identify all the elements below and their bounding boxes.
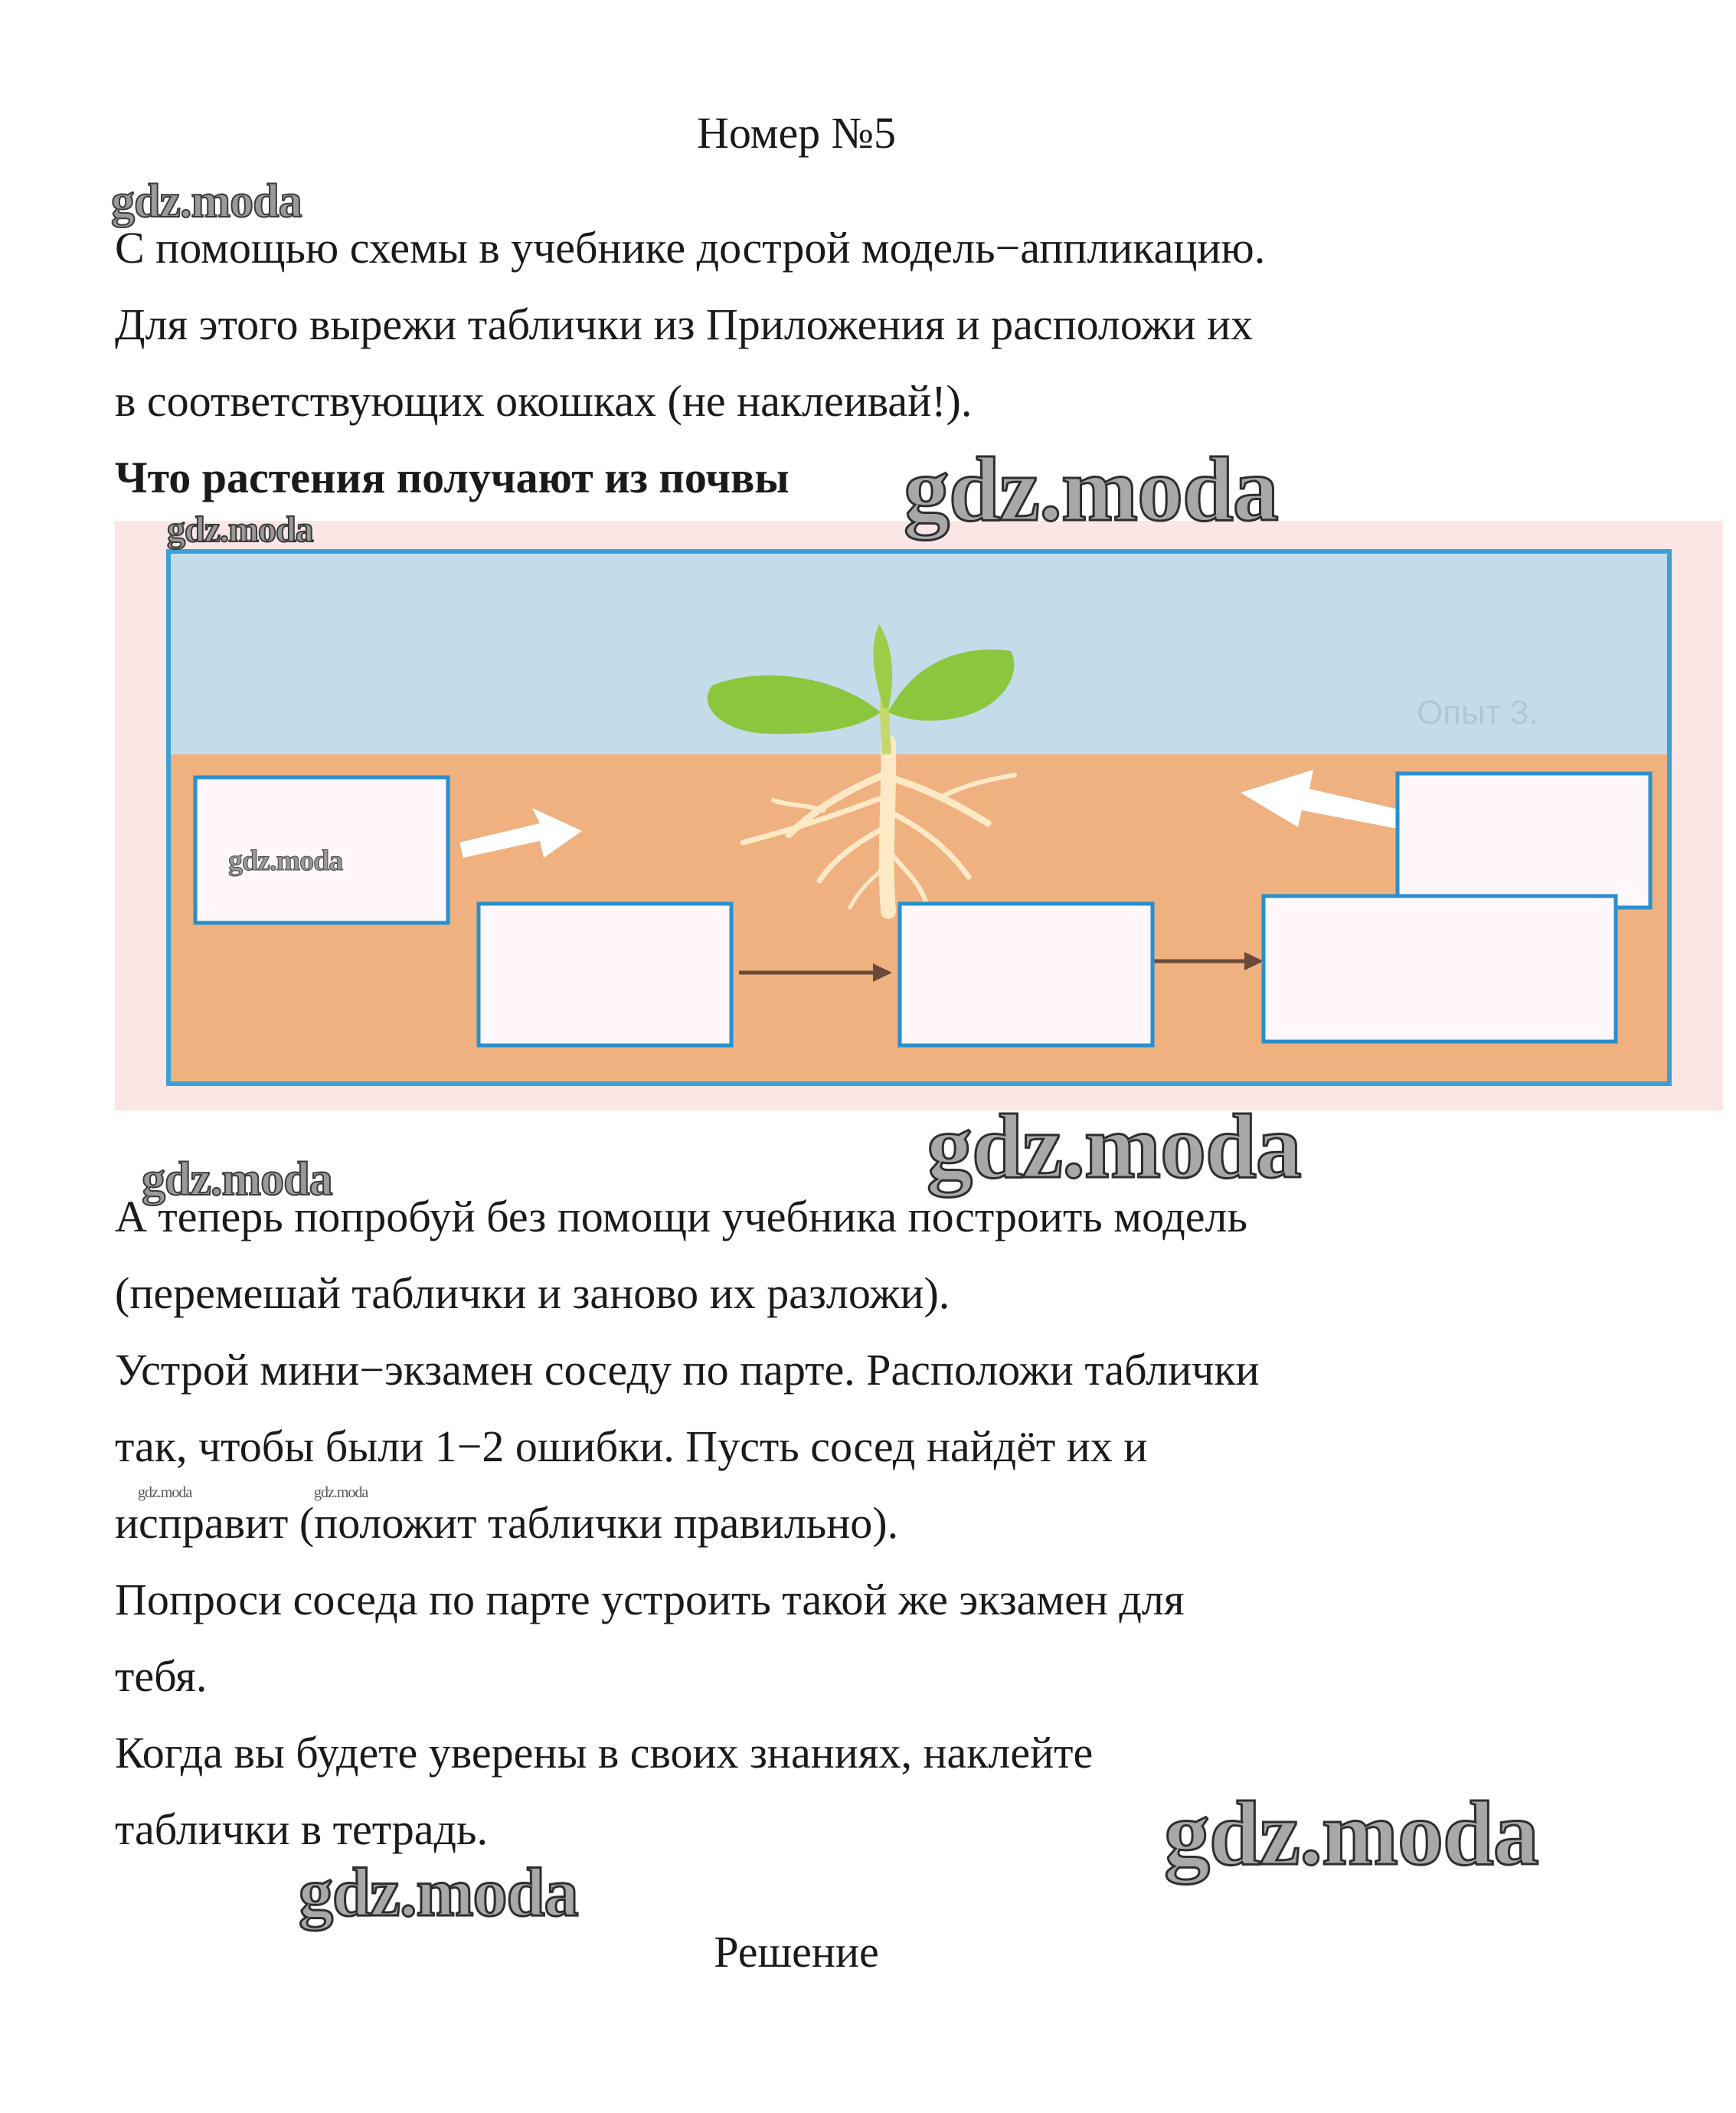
watermark: gdz.moda: [299, 1855, 578, 1931]
body-line-5: исправит (положит таблички правильно).: [115, 1498, 899, 1548]
body-line-8: Когда вы будете уверены в своих знаниях, наклейте: [115, 1728, 1094, 1778]
faded-label-1: Опыт 3.: [1417, 694, 1538, 731]
empty-box-5: [1264, 896, 1616, 1042]
body-line-9: таблички в тетрадь.: [115, 1804, 488, 1854]
watermark: gdz.moda: [138, 1484, 192, 1501]
page-title: Номер №5: [696, 108, 897, 158]
watermark: gdz.moda: [228, 845, 343, 877]
watermark: gdz.moda: [142, 1153, 332, 1205]
body-line-2: (перемешай таблички и заново их разложи).: [115, 1268, 950, 1318]
intro-line-1: С помощью схемы в учебнике дострой модель−аппликацию.: [115, 223, 1266, 273]
watermark: gdz.moda: [167, 509, 313, 550]
body-line-1: А теперь попробуй без помощи учебника построить модель: [115, 1192, 1247, 1241]
watermark: gdz.moda: [927, 1095, 1301, 1197]
soil-diagram-svg: [115, 521, 1723, 1110]
watermark: gdz.moda: [904, 438, 1278, 540]
empty-box-3: [900, 904, 1152, 1045]
watermark: gdz.moda: [111, 175, 302, 227]
soil-diagram: [115, 521, 1723, 1110]
empty-box-2: [479, 904, 731, 1045]
body-line-6: Попроси соседа по парте устроить такой же экзамен для: [115, 1575, 1185, 1624]
watermark: gdz.moda: [1164, 1782, 1538, 1884]
body-line-3: Устрой мини−экзамен соседу по парте. Расположи таблички: [115, 1345, 1260, 1395]
watermark: gdz.moda: [314, 1484, 368, 1501]
empty-box-4: [1398, 774, 1650, 908]
section-heading: Что растения получают из почвы: [115, 453, 790, 502]
intro-line-2: Для этого вырежи таблички из Приложения и расположи их: [115, 299, 1254, 349]
body-line-4: так, чтобы были 1−2 ошибки. Пусть сосед найдёт их и: [115, 1421, 1148, 1471]
intro-line-3: в соответствующих окошках (не наклеивай!).: [115, 376, 973, 426]
body-line-7: тебя.: [115, 1651, 208, 1701]
solution-label: Решение: [714, 1927, 879, 1977]
